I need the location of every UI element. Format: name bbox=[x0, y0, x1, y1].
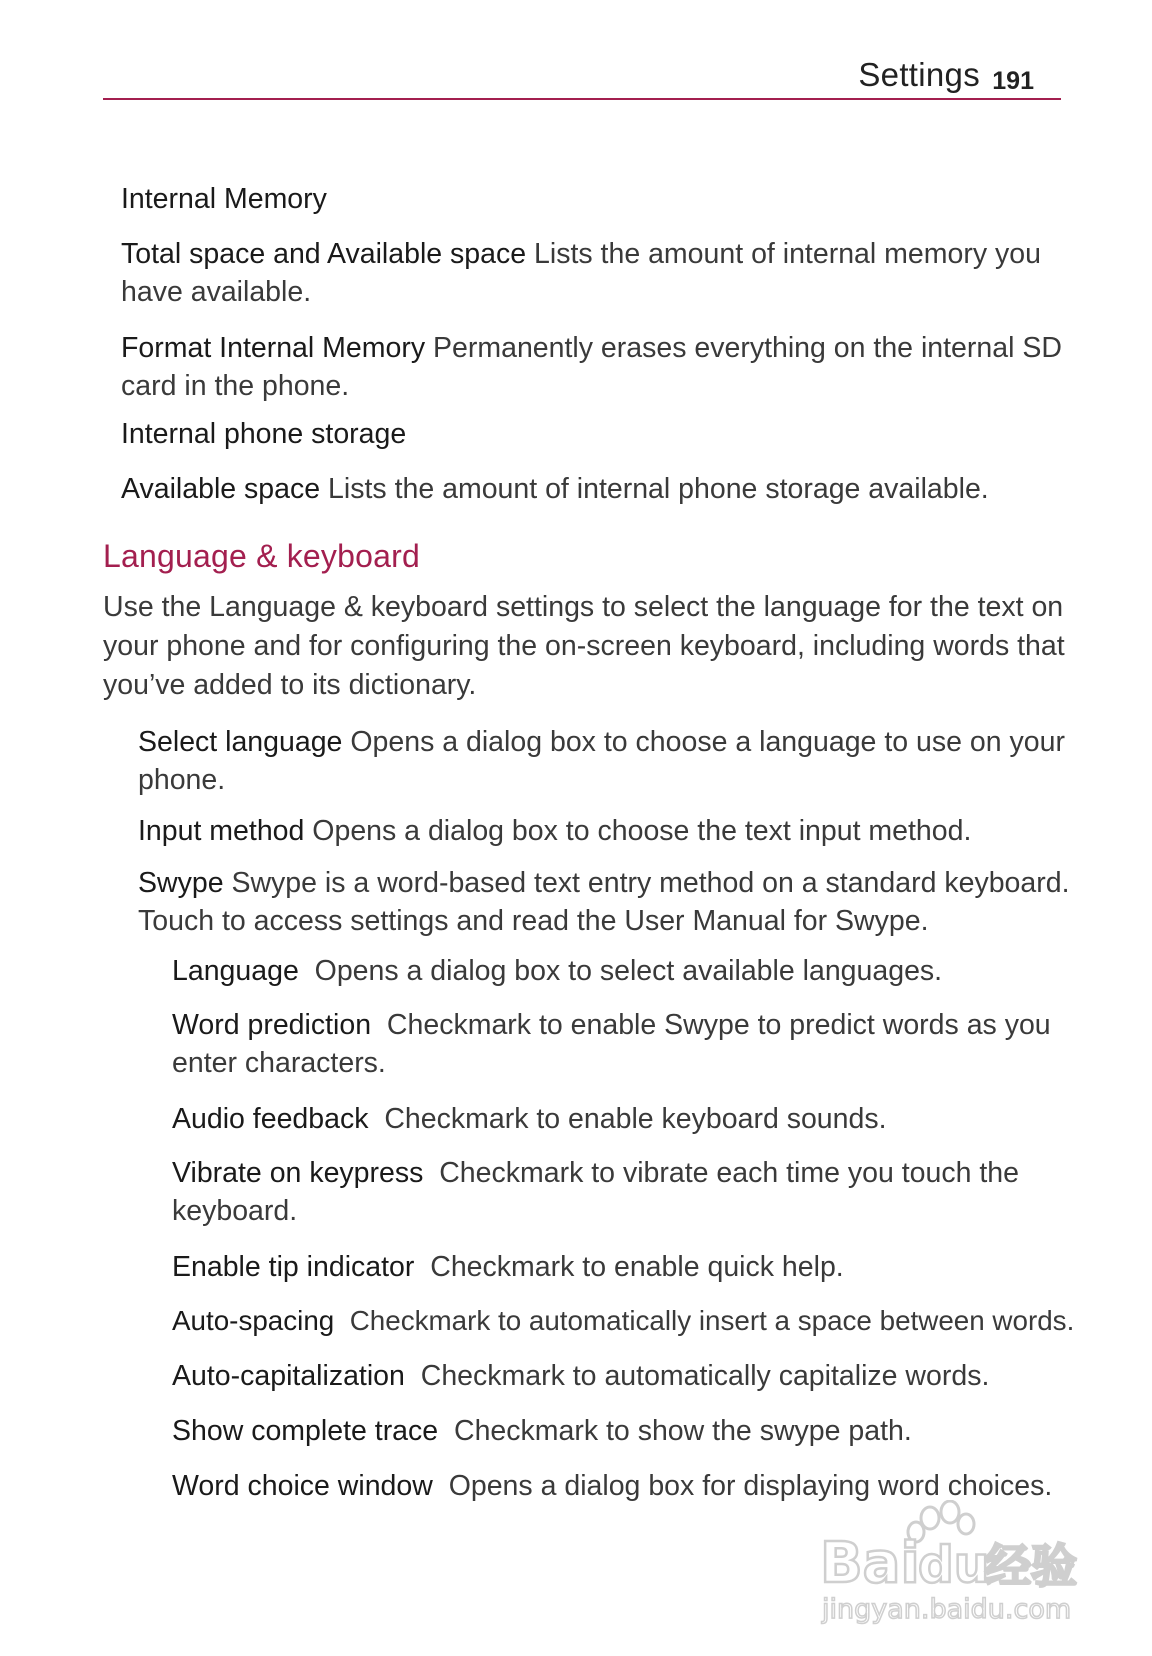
entry-input-method bbox=[138, 812, 1072, 850]
entry-term: Word prediction bbox=[172, 1009, 372, 1041]
entry-desc: Lists the amount of internal memory you have available. bbox=[121, 238, 1041, 308]
entry-desc: Checkmark to enable keyboard sounds. bbox=[384, 1103, 887, 1135]
watermark-suffix: 经验 bbox=[985, 1539, 1077, 1593]
internal-storage-heading: Internal phone storage bbox=[121, 418, 407, 450]
entry-auto-capitalization bbox=[172, 1357, 1072, 1395]
watermark-brand: Bai bbox=[820, 1531, 920, 1596]
entry-desc: Checkmark to automatically insert a space between words. bbox=[349, 1305, 1075, 1336]
entry-desc: Checkmark to show the swype path. bbox=[453, 1415, 912, 1447]
entry-desc: Permanently erases everything on the internal SD card in the phone. bbox=[121, 332, 1062, 402]
entry-term: Format Internal Memory bbox=[121, 332, 426, 364]
entry-swype bbox=[138, 864, 1072, 940]
entry-select-language bbox=[138, 723, 1072, 799]
internal-memory-heading: Internal Memory bbox=[121, 183, 327, 215]
entry-desc: Checkmark to enable quick help. bbox=[430, 1251, 844, 1283]
entry-term: Enable tip indicator bbox=[172, 1251, 415, 1283]
entry-enable-tip-indicator bbox=[172, 1248, 1072, 1286]
entry-desc: Checkmark to vibrate each time you touch the keyboard. bbox=[172, 1157, 1020, 1227]
entry-vibrate-on-keypress bbox=[172, 1154, 1072, 1230]
entry-term: Select language bbox=[138, 726, 343, 758]
entry-term: Input method bbox=[138, 815, 305, 847]
header-title: Settings bbox=[858, 56, 980, 93]
entry-term: Available space bbox=[121, 473, 321, 505]
entry-format-internal-memory bbox=[121, 329, 1072, 405]
entry-swype-language bbox=[172, 952, 1072, 990]
section-intro: Use the Language & keyboard settings to select the language for the text on your phone and for configuring the on-screen keyboard, including words that you’ve added to its dictionary. bbox=[103, 591, 1065, 701]
entry-desc: Opens a dialog box for displaying word choices. bbox=[448, 1470, 1053, 1502]
entry-term: Auto-spacing bbox=[172, 1305, 335, 1336]
watermark-url: jingyan.baidu.com bbox=[822, 1594, 1072, 1625]
entry-term: Auto-capitalization bbox=[172, 1360, 405, 1392]
entry-show-complete-trace bbox=[172, 1412, 1072, 1450]
entry-term: Word choice window bbox=[172, 1470, 433, 1502]
baidu-watermark bbox=[820, 1500, 1100, 1630]
entry-auto-spacing bbox=[172, 1302, 1092, 1340]
entry-term: Swype bbox=[138, 867, 224, 899]
header-rule bbox=[103, 98, 1061, 100]
page-number: 191 bbox=[992, 67, 1034, 95]
entry-desc: Opens a dialog box to choose the text input method. bbox=[312, 815, 972, 847]
entry-term: Language bbox=[172, 955, 299, 987]
entry-term: Vibrate on keypress bbox=[172, 1157, 424, 1189]
entry-available-space bbox=[121, 470, 1072, 508]
entry-desc: Lists the amount of internal phone storage available. bbox=[328, 473, 989, 505]
entry-term: Show complete trace bbox=[172, 1415, 439, 1447]
entry-desc: Opens a dialog box to select available languages. bbox=[314, 955, 943, 987]
entry-desc: Swype is a word-based text entry method on a standard keyboard. Touch to access settings and read the User Manual for Swype. bbox=[138, 867, 1070, 937]
entry-term: Audio feedback bbox=[172, 1103, 369, 1135]
entry-desc: Opens a dialog box to choose a language to use on your phone. bbox=[138, 726, 1065, 796]
entry-desc: Checkmark to enable Swype to predict words as you enter characters. bbox=[172, 1009, 1051, 1079]
entry-word-prediction bbox=[172, 1006, 1072, 1082]
watermark-brand2: du bbox=[918, 1536, 990, 1594]
section-title: Language & keyboard bbox=[103, 538, 420, 574]
entry-term: Total space and Available space bbox=[121, 238, 527, 270]
entry-audio-feedback bbox=[172, 1100, 1072, 1138]
entry-total-space bbox=[121, 235, 1072, 311]
entry-desc: Checkmark to automatically capitalize words. bbox=[420, 1360, 990, 1392]
